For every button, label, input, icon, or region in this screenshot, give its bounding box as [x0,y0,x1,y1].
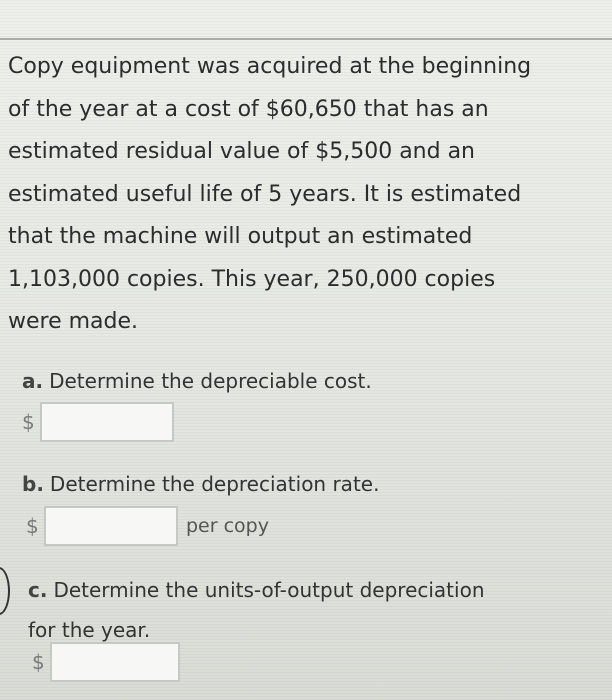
current-question-bracket [0,567,10,615]
part-b-answer-row [26,506,269,546]
per-copy-label: per copy [186,515,269,537]
part-a-prompt [22,367,372,395]
problem-line: estimated useful life of 5 years. It is estimated [8,181,522,207]
problem-line: of the year at a cost of $60,650 that has an [8,96,489,122]
part-c-letter: c. [28,578,48,602]
problem-line: estimated residual value of $5,500 and an [8,139,475,164]
top-divider [0,38,612,40]
part-c-text-line-1: Determine the units-of-output depreciation [53,578,485,602]
part-c-answer-row [32,642,180,682]
part-c-prompt [28,570,485,650]
part-b-letter: b. [22,472,44,496]
part-b-text: Determine the depreciation rate. [49,472,380,496]
part-a-letter: a. [22,369,44,393]
depreciable-cost-input[interactable] [40,402,174,442]
depreciation-rate-input[interactable] [44,506,178,546]
problem-line: Copy equipment was acquired at the beginning [8,54,532,79]
part-a-answer-row [22,402,174,442]
dollar-sign-icon: $ [26,514,39,538]
units-of-output-depreciation-input[interactable] [50,642,180,682]
part-a-text: Determine the depreciable cost. [49,369,372,393]
problem-line: that the machine will output an estimated [8,224,473,249]
dollar-sign-icon: $ [32,650,45,674]
part-c-text-line-2: for the year. [28,618,151,642]
problem-statement [8,46,598,344]
dollar-sign-icon: $ [22,410,35,434]
part-b-prompt [22,470,379,498]
problem-line: 1,103,000 copies. This year, 250,000 copies [8,266,496,292]
problem-line: were made. [8,309,139,334]
